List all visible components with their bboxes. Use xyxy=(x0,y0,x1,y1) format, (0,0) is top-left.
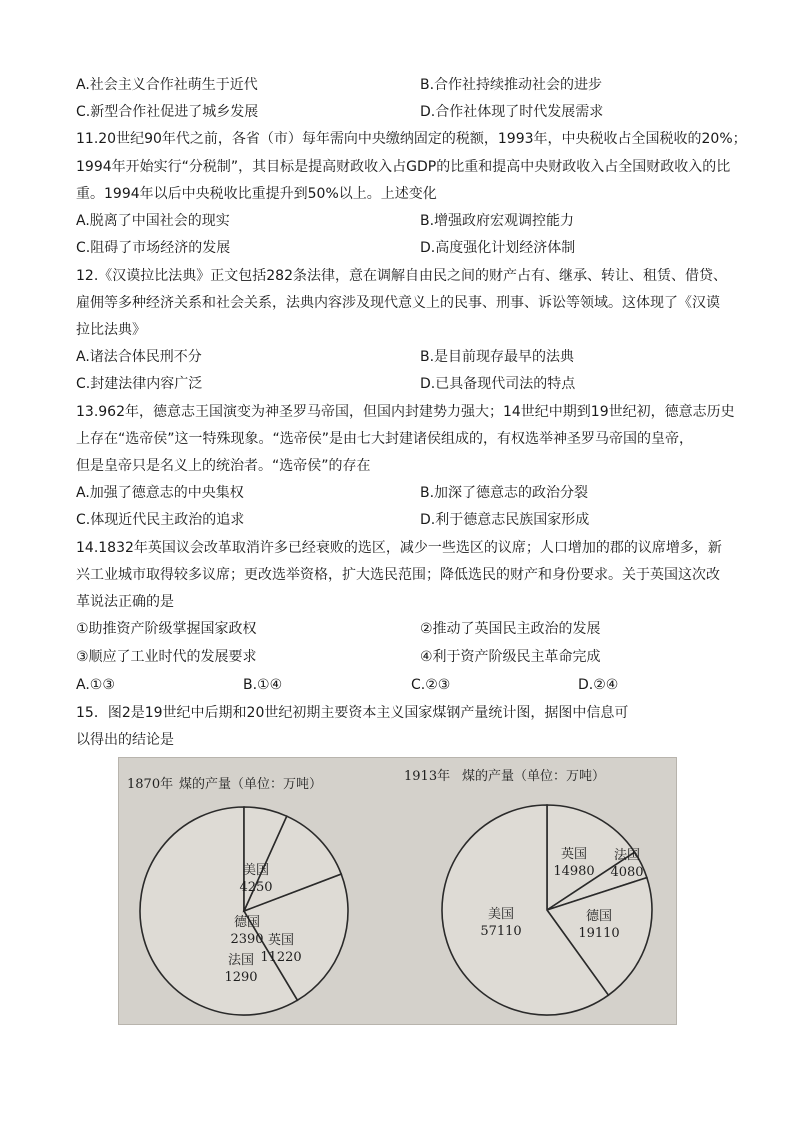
q13-option-b[interactable]: B.加深了德意志的政治分裂 xyxy=(420,485,589,501)
pie-slice-label: 德国 xyxy=(585,909,613,924)
q14-stem-line-1: 14.1832年英国议会改革取消许多已经衰败的选区，减少一些选区的议席；人口增加的郡的议席增多，新 xyxy=(76,540,722,556)
pie-slice-value: 4080 xyxy=(610,865,644,880)
q12-option-a[interactable]: A.诸法合体民刑不分 xyxy=(76,349,202,365)
pie-slice-label: 法国 xyxy=(227,953,255,968)
q13-stem-line-3: 但是皇帝只是名义上的统治者。“选帝侯”的存在 xyxy=(76,458,371,474)
pie-1913 xyxy=(442,805,652,1015)
q12-stem-line-3: 拉比法典》 xyxy=(76,322,146,338)
q12-option-b[interactable]: B.是目前现存最早的法典 xyxy=(420,349,575,365)
pie-1870 xyxy=(140,807,348,1015)
q10-options-row-1 xyxy=(76,75,736,95)
q13-option-a[interactable]: A.加强了德意志的中央集权 xyxy=(76,485,244,501)
q13-options-row-1 xyxy=(76,483,736,503)
pie-slice-value: 14980 xyxy=(553,864,595,879)
q11-stem-line-2: 1994年开始实行“分税制”，其目标是提高财政收入占GDP的比重和提高中央财政收入占全国财政收入的比 xyxy=(76,159,731,175)
q13-option-d[interactable]: D.利于德意志民族国家形成 xyxy=(420,512,590,528)
q14-option-c[interactable]: C.②③ xyxy=(411,677,451,693)
q14-statement-3: ③顺应了工业时代的发展要求 xyxy=(76,649,257,665)
pie-slice-label: 英国 xyxy=(560,847,588,862)
q14-statement-1: ①助推资产阶级掌握国家政权 xyxy=(76,621,257,637)
q12-option-d[interactable]: D.已具备现代司法的特点 xyxy=(420,376,576,392)
pie-slice-label: 美国 xyxy=(242,863,270,878)
q11-option-c[interactable]: C.阻碍了市场经济的发展 xyxy=(76,240,231,256)
q10-option-a[interactable]: A.社会主义合作社萌生于近代 xyxy=(76,77,258,93)
pie-charts-svg xyxy=(119,758,676,1024)
q14-statements-row-1 xyxy=(76,619,736,639)
q14-statement-4: ④利于资产阶级民主革命完成 xyxy=(420,649,601,665)
q11-option-a[interactable]: A.脱离了中国社会的现实 xyxy=(76,213,230,229)
q14-option-a[interactable]: A.①③ xyxy=(76,677,115,693)
q12-option-c[interactable]: C.封建法律内容广泛 xyxy=(76,376,203,392)
coal-production-figure xyxy=(118,757,677,1025)
q11-options-row-1 xyxy=(76,211,736,231)
q11-options-row-2 xyxy=(76,238,736,258)
q11-stem-line-1: 11.20世纪90年代之前，各省（市）每年需向中央缴纳固定的税额，1993年，中央税收占全国税收的20%； xyxy=(76,131,747,147)
q12-stem-line-1: 12.《汉谟拉比法典》正文包括282条法律，意在调解自由民之间的财产占有、继承、转让、租赁、借贷、 xyxy=(76,268,727,284)
pie-slice-label: 美国 xyxy=(487,907,515,922)
q12-options-row-1 xyxy=(76,347,736,367)
chart-1913-year: 1913年 xyxy=(404,769,451,784)
q14-statement-2: ②推动了英国民主政治的发展 xyxy=(420,621,601,637)
q13-option-c[interactable]: C.体现近代民主政治的追求 xyxy=(76,512,245,528)
q14-stem-line-2: 兴工业城市取得较多议席；更改选举资格，扩大选民范围；降低选民的财产和身份要求。关于英国这次改 xyxy=(76,567,720,583)
q12-stem-line-2: 雇佣等多种经济关系和社会关系，法典内容涉及现代意义上的民事、刑事、诉讼等领域。这体现了《汉谟 xyxy=(76,295,720,311)
q12-options-row-2 xyxy=(76,374,736,394)
q13-stem-line-2: 上存在“选帝侯”这一特殊现象。“选帝侯”是由七大封建诸侯组成的，有权选举神圣罗马帝国的皇帝， xyxy=(76,431,694,447)
q13-stem-line-1: 13.962年，德意志王国演变为神圣罗马帝国，但国内封建势力强大；14世纪中期到19世纪初，德意志历史 xyxy=(76,404,735,420)
q14-option-d[interactable]: D.②④ xyxy=(578,677,619,693)
pie-slice-label: 法国 xyxy=(613,848,641,863)
pie-slice-value: 1290 xyxy=(224,970,258,985)
chart-1870-title: 煤的产量（单位：万吨） xyxy=(179,777,323,792)
q10-option-c[interactable]: C.新型合作社促进了城乡发展 xyxy=(76,104,259,120)
chart-1913-title: 煤的产量（单位：万吨） xyxy=(462,769,606,784)
pie-slice-value: 4250 xyxy=(239,880,273,895)
q14-statements-row-2 xyxy=(76,647,736,667)
q10-options-row-2 xyxy=(76,102,736,122)
q14-options-row xyxy=(76,675,736,695)
chart-1870-year: 1870年 xyxy=(127,777,174,792)
pie-slice-value: 57110 xyxy=(480,924,522,939)
pie-slice-label: 英国 xyxy=(267,933,295,948)
q11-stem-line-3: 重。1994年以后中央税收比重提升到50%以上。上述变化 xyxy=(76,186,437,202)
q14-option-b[interactable]: B.①④ xyxy=(243,677,283,693)
q14-stem-line-3: 革说法正确的是 xyxy=(76,594,174,610)
q10-option-d[interactable]: D.合作社体现了时代发展需求 xyxy=(420,104,604,120)
q10-option-b[interactable]: B.合作社持续推动社会的进步 xyxy=(420,77,603,93)
q11-option-b[interactable]: B.增强政府宏观调控能力 xyxy=(420,213,575,229)
q15-stem-line-2: 以得出的结论是 xyxy=(76,732,174,748)
pie-slice-label: 德国 xyxy=(233,915,261,930)
q11-option-d[interactable]: D.高度强化计划经济体制 xyxy=(420,240,576,256)
q13-options-row-2 xyxy=(76,510,736,530)
pie-slice-value: 19110 xyxy=(578,926,620,941)
q15-stem-line-1: 15．图2是19世纪中后期和20世纪初期主要资本主义国家煤钢产量统计图，据图中信息可 xyxy=(76,705,629,721)
pie-slice-value: 11220 xyxy=(260,950,302,965)
pie-slice-value: 2390 xyxy=(230,932,264,947)
